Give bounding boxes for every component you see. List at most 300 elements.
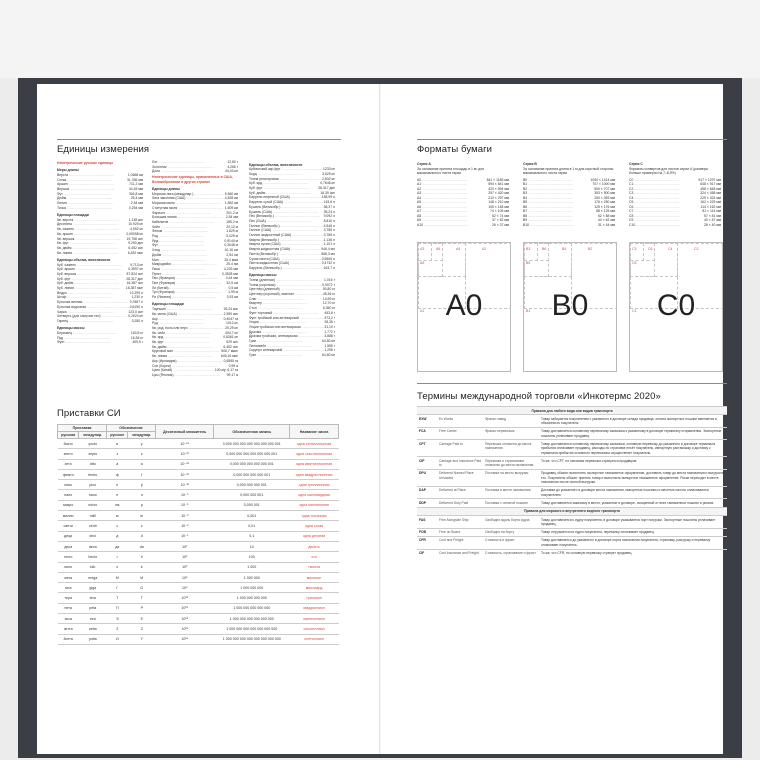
paper-size-name: C9 .....	[629, 218, 680, 223]
paper-size-name: C2 .....	[629, 187, 680, 192]
incoterm-russian: Франко завод	[483, 415, 539, 428]
unit-name: Ярд .....	[152, 239, 204, 244]
unit-value: 1,609 км	[224, 205, 238, 210]
incoterm-english: Ex Works	[437, 415, 483, 428]
unit-value: 1,852 км	[224, 201, 238, 206]
si-symbol-intl: G	[128, 583, 156, 593]
paper-size-value: 148 × 210 мм	[488, 200, 509, 204]
unit-value: 115,6 л	[323, 200, 335, 205]
paper-subformat-label: A6	[436, 247, 441, 251]
si-row	[58, 593, 339, 603]
unit-value: 163,7 л	[323, 265, 335, 270]
unit-value: 1,99 м	[228, 290, 238, 295]
si-full-number: 0,001	[214, 511, 290, 521]
unit-name: Куб. аршин .....	[57, 267, 121, 272]
unit-name: Сон (Корея) .....	[152, 364, 217, 369]
incoterm-description: Продавец обязан: выполнить экспортное таможенное оформление, доставить товар до места назначения и выгрузить его. Покупатель обязан: принять товар и выполнить импортное таможенное оформление. Риски переходят в месте назначения после полной выгрузки.	[539, 469, 727, 486]
unit-value: 6,350 кг	[322, 306, 335, 311]
si-number-name: квадриллион	[290, 603, 339, 613]
si-prefix-intl: femto	[79, 469, 107, 479]
paper-subformat-label: C3	[632, 247, 637, 251]
unit-row	[249, 266, 335, 271]
unit-value: 404,7 м²	[225, 330, 238, 335]
unit-name: Акр (Ирландия) .....	[152, 359, 223, 364]
paper-size-name: A3 .....	[417, 191, 467, 196]
unit-name: Чейн .....	[152, 225, 206, 230]
si-full-number: 100	[214, 552, 290, 562]
paper-size-name: C0 .....	[629, 178, 680, 183]
paper-size-value: 297 × 420 мм	[488, 191, 509, 195]
incoterms-row	[417, 440, 727, 457]
unit-value: 4,233 мм	[223, 266, 238, 271]
si-prefix-ru: кило	[58, 562, 79, 572]
paper-size-name: B2 .....	[523, 187, 573, 192]
si-row	[58, 624, 339, 634]
unit-name: Пинта жидкостная (США) .....	[249, 261, 322, 266]
si-multiplier: 10⁻²	[156, 521, 214, 531]
paper-size-name: B3 .....	[523, 191, 573, 196]
si-header-intl: междунар.	[79, 432, 107, 439]
si-prefix-ru: экса	[58, 614, 79, 624]
paper-size-value: 458 × 648 мм	[700, 186, 721, 191]
si-number-name: одна миллиардная	[290, 490, 339, 500]
units-column-3	[249, 160, 335, 358]
si-multiplier: 10²¹	[156, 624, 214, 634]
paper-series-list	[417, 162, 509, 227]
units-section-title: Единицы массы	[249, 273, 277, 278]
unit-value: 711,2 мм	[129, 182, 143, 187]
si-number-name: одна квинтиллионная	[290, 459, 339, 469]
incoterm-code: CIP	[417, 457, 437, 470]
si-symbol-ru: п	[107, 480, 128, 490]
incoterm-code: EXW	[417, 415, 437, 428]
unit-name: Куб. линия .....	[57, 286, 120, 291]
si-number-name: одна септиллионная	[290, 439, 339, 449]
si-prefix-ru: пико	[58, 480, 79, 490]
si-prefix-intl: zetta	[79, 624, 107, 634]
paper-size-name: C10 .....	[629, 223, 681, 228]
unit-value: 16,387 мм³	[125, 286, 143, 291]
unit-value: 3,785 л	[323, 228, 335, 233]
paper-size-value: 81 × 114 мм	[702, 209, 721, 213]
paper-subformat-label: A1	[420, 309, 425, 313]
paper-size-value: 44 × 62 мм	[597, 218, 615, 222]
incoterm-code: DPU	[417, 469, 437, 486]
paper-subdivision	[524, 243, 538, 261]
paper-size-value: 324 × 458 мм	[700, 191, 721, 195]
background	[0, 0, 760, 78]
unit-name: Кв. род, поль или перч .....	[152, 326, 225, 331]
unit-value: 3,280 л	[131, 319, 143, 323]
unit-name: Микродюйм .....	[152, 262, 217, 267]
unit-name: Кварта (Великобр.) .....	[249, 238, 324, 243]
unit-name: Драхма .....	[249, 330, 307, 335]
unit-value: 4,44 мм	[225, 276, 238, 281]
units-group-title: Неметрические русские единицы	[57, 161, 114, 165]
si-number-name: триллион	[290, 593, 339, 603]
units-title-rule	[57, 139, 341, 140]
si-number-name: одна сотая	[290, 521, 339, 531]
si-symbol-intl: M	[128, 572, 156, 582]
unit-name: Галлон (Великобр.) .....	[249, 224, 324, 229]
si-symbol-intl: da	[128, 541, 156, 551]
unit-name: Бутылка винная .....	[57, 300, 129, 305]
unit-name: Дюйм .....	[57, 196, 112, 201]
si-full-number: 1 000 000 000 000	[214, 593, 290, 603]
unit-value: 0,4047 га	[223, 316, 238, 321]
si-symbol-intl: y	[128, 439, 156, 449]
si-symbol-intl: z	[128, 449, 156, 459]
si-number-name: одна десятая	[290, 531, 339, 541]
incoterm-english: Carriage and Insurance Paid to	[437, 457, 483, 470]
paper-size-value: 57 × 81 мм	[703, 213, 721, 218]
incoterm-description: Товар забирается покупателем с указанного в договоре склада продавца, оплата экспортных пошлин вменяется в обязанность покупателя.	[539, 415, 727, 428]
si-header-intl2: междунар.	[128, 432, 156, 439]
unit-value: 3,785 л	[323, 233, 335, 238]
unit-value: 2,832 м³	[322, 176, 335, 181]
incoterms-row	[417, 499, 727, 507]
si-symbol-intl: d	[128, 531, 156, 541]
incoterm-description: Доставка до указанного в договоре места назначения, импортные пошлины и местные налоги оплачиваются покупателем.	[539, 486, 727, 499]
paper-size-name: B5 .....	[523, 200, 573, 205]
incoterms-group-title: Правила для морского и внутреннего водного транспорта	[417, 507, 727, 515]
unit-value: 9,092 л	[323, 214, 335, 219]
paper-series-desc: За основание принята длина в 1 м для короткой стороны максимального листа серии	[523, 166, 614, 175]
si-row	[58, 490, 339, 500]
si-header-full: Обозначенная запись	[214, 425, 290, 439]
unit-name: Большая линия .....	[152, 215, 223, 220]
unit-value: 20,12 м	[226, 224, 238, 229]
si-prefix-intl: tera	[79, 593, 107, 603]
incoterms-group-row	[417, 507, 727, 515]
unit-value: 14,59 кг	[322, 296, 335, 301]
incoterms-row	[417, 469, 727, 486]
si-row	[58, 459, 339, 469]
unit-value: 0,254 мм	[128, 205, 143, 210]
unit-name: Драхма тройская, аптекарская .....	[249, 334, 324, 339]
si-symbol-intl: E	[128, 614, 156, 624]
paper-size-value: 26 × 37 мм	[491, 222, 509, 227]
unit-name: Берковец .....	[57, 331, 118, 336]
si-number-name: одна секстиллионная	[290, 449, 339, 459]
si-symbol-ru: н	[107, 490, 128, 500]
paper-series-desc: За основание принята площадь в 1 м² для максимального листа серии	[417, 166, 484, 175]
unit-value: 4,552 м²	[130, 227, 143, 232]
incoterm-description: То же, что CFR, но основную перевозку страхует продавец.	[539, 549, 727, 557]
si-symbol-ru: а	[107, 459, 128, 469]
unit-value: 9,290 дм²	[128, 241, 143, 246]
si-prefix-ru: санти	[58, 521, 79, 531]
si-full-number: 0,01	[214, 521, 290, 531]
incoterm-code: FAS	[417, 516, 437, 529]
paper-size-name: C8 .....	[629, 214, 680, 219]
unit-name: Аршин .....	[57, 182, 114, 187]
unit-value: 3,888 г	[324, 334, 335, 339]
incoterm-russian: Поставка в месте назначения	[483, 486, 539, 499]
si-prefix-intl: kilo	[79, 562, 107, 572]
incoterm-russian: Свободно на борту	[483, 528, 539, 536]
unit-name: Ри (Япония) .....	[152, 295, 217, 300]
incoterm-english: Cost Insurance and Freight	[437, 549, 483, 557]
si-prefix-intl: micro	[79, 500, 107, 510]
si-multiplier: 10³	[156, 562, 214, 572]
paper-size-name: C3 .....	[629, 191, 680, 196]
incoterms-table	[417, 406, 727, 557]
unit-value: 10,925 м²	[128, 222, 143, 227]
si-prefix-ru: йокто	[58, 439, 79, 449]
paper-subformat-label: A2	[482, 247, 487, 251]
si-full-number: 1 000 000 000 000 000 000 000	[214, 624, 290, 634]
unit-name: Пинта (Великобр.) .....	[249, 252, 321, 257]
paper-format-diagram	[417, 242, 511, 372]
unit-name: Пек (Великобр.) .....	[249, 214, 320, 219]
unit-name: Куб. фут .....	[249, 186, 309, 191]
si-prefix-ru: мега	[58, 572, 79, 582]
unit-value: 5,029 м	[226, 234, 238, 239]
paper-size-name: A9 .....	[417, 218, 467, 223]
incoterm-description: Товар доставляется до указанного в договоре порта назначения покупателя, страховку, разгрузку и перевалку оплачивает покупатель.	[539, 536, 727, 549]
si-symbol-ru: Г	[107, 583, 128, 593]
unit-value: 2,54 см	[226, 252, 238, 257]
si-number-name: одна триллионная	[290, 480, 339, 490]
units-section-title: Единицы объема, вместимости	[249, 162, 303, 167]
si-prefix-ru: микро	[58, 500, 79, 510]
paper-size-name: B9 .....	[523, 218, 573, 223]
paper-size-name: A5 .....	[417, 200, 467, 205]
si-full-number: 0,000 000 000 000 001	[214, 469, 290, 479]
incoterm-description: Товар доставляется основному перевозчику заказчика к указанному в договоре терминалу отправления. Экспортные пошлины уплачивает продавец.	[539, 427, 727, 440]
unit-value: 0,8361 м²	[223, 335, 238, 340]
paper-subformat-label: B3	[526, 247, 531, 251]
si-row	[58, 634, 339, 644]
paper-format-label: B0	[551, 289, 589, 322]
incoterms-row	[417, 516, 727, 529]
paper-size-value: 353 × 500 мм	[594, 191, 615, 195]
paper-subformat-label: C2	[694, 247, 699, 251]
si-symbol-ru: ф	[107, 469, 128, 479]
unit-value: 123,0 см³	[128, 309, 143, 314]
paper-size-value: 74 × 105 мм	[490, 209, 509, 213]
unit-name: Стон .....	[249, 306, 303, 311]
incoterm-description: Товар отгружается на судно покупателя, перевалку оплачивает продавец.	[539, 528, 727, 536]
unit-name: Морская миля .....	[152, 201, 221, 206]
unit-name: Куб. ярд .....	[249, 181, 308, 186]
unit-value: 506,7 мкм²	[221, 349, 238, 354]
incoterm-english: Free on Board	[437, 528, 483, 536]
unit-name: Баррель (Великобр.) .....	[249, 266, 324, 271]
si-symbol-intl: n	[128, 490, 156, 500]
paper-series-name: Серия А	[417, 162, 431, 166]
incoterm-code: DDP	[417, 499, 437, 507]
units-title: Единицы измерения	[57, 144, 150, 155]
si-multiplier: 10⁻²⁴	[156, 439, 214, 449]
si-row	[58, 500, 339, 510]
si-prefix-ru: зепто	[58, 449, 79, 459]
si-header-symbol: Обозначение	[107, 425, 156, 432]
si-symbol-intl: Y	[128, 634, 156, 644]
unit-value: 32,5 см	[226, 281, 238, 286]
incoterm-description: То же, что CPT, но основная перевозка страхуется продавцом.	[539, 457, 727, 470]
unit-value: 0,3597 м³	[128, 267, 143, 272]
si-symbol-intl: c	[128, 521, 156, 531]
unit-value: 36,37 л	[323, 204, 335, 209]
si-prefix-intl: mega	[79, 572, 107, 582]
si-prefix-ru: йотта	[58, 634, 79, 644]
unit-name: Фунт торговый .....	[249, 311, 318, 316]
unit-value: 12,70 кг	[322, 301, 335, 306]
si-symbol-ru: М	[107, 572, 128, 582]
unit-value: 185,2 м	[226, 219, 238, 224]
unit-value: 19,758 см²	[126, 236, 143, 241]
paper-size-value: 28 × 40 мм	[703, 222, 721, 227]
paper-subformat-label: A4	[456, 247, 461, 251]
unit-name: Сотка .....	[57, 178, 112, 183]
unit-name: Вершок .....	[57, 187, 115, 192]
paper-size-name: A10 .....	[417, 223, 469, 228]
paper-size-name: B1 .....	[523, 182, 573, 187]
unit-name: Пек (США) .....	[249, 219, 312, 224]
unit-value: 1,772 г	[324, 329, 335, 334]
unit-name: Дюйм .....	[152, 253, 207, 258]
paper-size-name: B0 .....	[523, 178, 573, 183]
unit-value: 568,3 мл	[321, 251, 335, 256]
unit-row	[152, 169, 238, 174]
unit-value: 44,43 мг	[225, 169, 238, 174]
si-symbol-intl: P	[128, 603, 156, 613]
si-row	[58, 552, 339, 562]
paper-size-name: A7 .....	[417, 209, 467, 214]
unit-value: 0,3048 м	[224, 243, 238, 248]
paper-size-value: 1000 × 1414 мм	[590, 177, 615, 182]
unit-name: Тонна регистровая .....	[249, 177, 322, 182]
unit-value: 28,317 дм³	[318, 186, 335, 191]
unit-value: 31,336 мм	[127, 177, 143, 182]
unit-name: Тун (Франция) .....	[152, 290, 221, 295]
unit-value: 946,4 мл	[321, 247, 335, 252]
unit-value: 3,625 м³	[322, 171, 335, 176]
si-full-number: 0,000 000 000 001	[214, 480, 290, 490]
unit-name: Линия .....	[57, 201, 113, 206]
unit-value: 0,6150 л	[129, 304, 143, 309]
si-row	[58, 572, 339, 582]
unit-name: Штоф .....	[57, 295, 112, 300]
si-multiplier: 10¹⁸	[156, 614, 214, 624]
si-prefix-intl: exa	[79, 614, 107, 624]
paper-title-rule	[417, 139, 727, 140]
si-number-name: секстиллион	[290, 624, 339, 634]
si-prefix-intl: nano	[79, 490, 107, 500]
unit-name: Руд .....	[152, 321, 204, 326]
paper-series-name: Серия В	[523, 162, 537, 166]
si-full-number: 1 000 000 000	[214, 583, 290, 593]
paper-size-name: A6 .....	[417, 205, 467, 210]
si-symbol-intl: T	[128, 593, 156, 603]
incoterm-russian: Поставка на место выгрузки	[483, 469, 539, 486]
unit-name: Пункт .....	[152, 272, 207, 277]
unit-row	[57, 340, 143, 345]
unit-value: 99,17 а	[226, 372, 238, 377]
paper-size-name: B7 .....	[523, 209, 573, 214]
unit-value: 25,4 мм	[130, 196, 143, 201]
paper-size-value: 210 × 297 мм	[488, 195, 509, 200]
paper-subformat-label: B4	[562, 247, 567, 251]
units-column-2	[152, 160, 238, 378]
si-multiplier: 10⁻²¹	[156, 449, 214, 459]
unit-value: 453,6 г	[324, 310, 335, 315]
units-column-1	[57, 160, 143, 345]
unit-name: Баррель нефтяной (США) .....	[249, 195, 322, 200]
paper-size-name: C7 .....	[629, 209, 680, 214]
paper-subformat-label: C4	[668, 247, 673, 251]
unit-name: Куб. дюйм .....	[249, 191, 311, 196]
paper-size-value: 105 × 148 мм	[488, 204, 509, 209]
si-prefix-intl: pico	[79, 480, 107, 490]
unit-name: Десятина .....	[57, 222, 118, 227]
unit-name: Корд .....	[249, 172, 303, 177]
si-symbol-ru: м	[107, 511, 128, 521]
unit-name: Центнер (короткий), квинтал .....	[249, 292, 323, 297]
paper-size-value: 250 × 353 мм	[594, 195, 615, 200]
incoterm-english: Cost and Freight	[437, 536, 483, 549]
units-section-title: Единицы длины	[152, 187, 180, 192]
paper-format-diagram	[523, 242, 617, 372]
unit-value: 0,9144 м	[224, 238, 238, 243]
incoterm-english: Free Alongside Ship	[437, 516, 483, 529]
si-symbol-intl: f	[128, 469, 156, 479]
paper-subformat-label: B2	[588, 247, 593, 251]
si-prefix-intl: hecto	[79, 552, 107, 562]
units-section-title: Единицы массы	[57, 326, 85, 331]
paper-subformat-label: C1	[632, 309, 637, 313]
unit-value: 1012 м²	[226, 321, 238, 326]
paper-size-value: 62 × 88 мм	[597, 213, 615, 218]
unit-name: Цзы (Япония) .....	[152, 373, 220, 378]
si-symbol-intl: a	[128, 459, 156, 469]
si-multiplier: 10⁹	[156, 583, 214, 593]
si-symbol-ru: да	[107, 541, 128, 551]
paper-format-label: C0	[656, 289, 696, 322]
si-prefix-intl: yocto	[79, 439, 107, 449]
si-prefix-ru: деци	[58, 531, 79, 541]
paper-size-name: A0 .....	[417, 178, 467, 183]
unit-name: Квартер .....	[249, 301, 308, 306]
si-full-number: 1 000 000 000 000 000 000	[214, 614, 290, 624]
si-prefix-intl: giga	[79, 583, 107, 593]
units-section-title: Единицы площади	[152, 302, 184, 307]
incoterm-english: Delivered Named Place Unloaded	[437, 469, 483, 486]
unit-value: 100 му; 6,17 га	[214, 368, 238, 373]
incoterms-row	[417, 457, 727, 470]
unit-value: 6,452 см²	[128, 245, 143, 250]
paper-size-value: 37 × 52 мм	[491, 218, 509, 222]
unit-name: Галлон жидкостный (США) .....	[249, 233, 324, 238]
unit-name: Фатом .....	[152, 229, 208, 234]
incoterm-english: Delivered Duty Paid	[437, 499, 483, 507]
paper-format-label: A0	[445, 289, 483, 322]
unit-value: 35,24 л	[323, 209, 335, 214]
unit-name: Лот .....	[152, 160, 204, 165]
paper-subformat-label: C5	[632, 261, 637, 265]
si-row	[58, 469, 339, 479]
si-prefix-ru: пета	[58, 603, 79, 613]
si-multiplier: 10⁻⁹	[156, 490, 214, 500]
paper-subdivision	[418, 243, 432, 261]
si-row	[58, 439, 339, 449]
unit-name: Статутная миля .....	[152, 206, 223, 211]
si-full-number: 10	[214, 541, 290, 551]
si-prefix-intl: atto	[79, 459, 107, 469]
paper-subformat-label: B5	[526, 261, 531, 265]
